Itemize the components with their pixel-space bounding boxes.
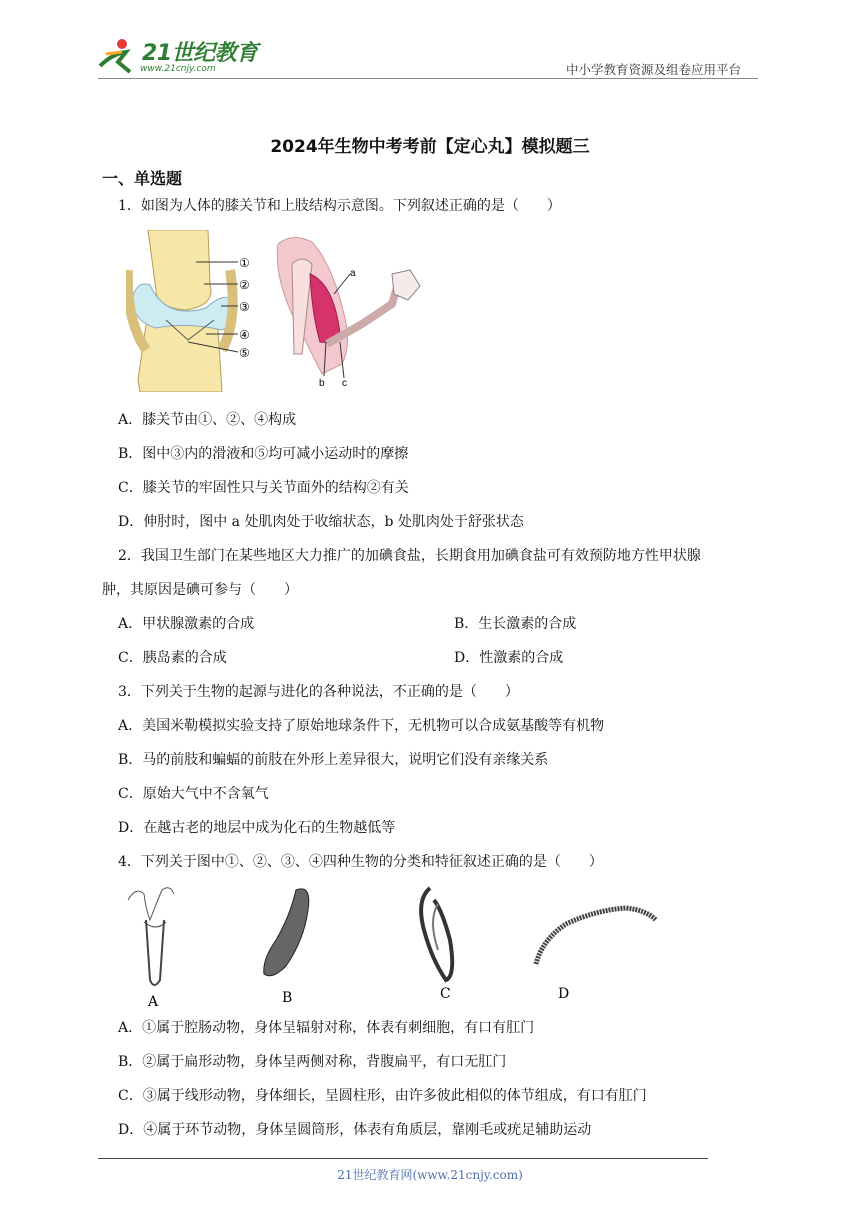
q1-option-a[interactable]: A．膝关节由①、②、④构成 bbox=[118, 412, 297, 428]
q4-option-d[interactable]: D．④属于环节动物，身体呈圆筒形，体表有角质层，靠刚毛或疣足辅助运动 bbox=[118, 1122, 592, 1138]
header-divider bbox=[98, 78, 758, 79]
animal-label-c: C bbox=[440, 986, 451, 1002]
knee-joint-figure bbox=[126, 230, 271, 392]
q1-option-c[interactable]: C．膝关节的牢固性只与关节面外的结构②有关 bbox=[118, 480, 409, 496]
knee-label-4: ④ bbox=[239, 328, 250, 342]
arm-label-c: c bbox=[342, 378, 347, 386]
arm-label-b: b bbox=[319, 378, 325, 386]
animal-label-a: A bbox=[148, 994, 159, 1010]
knee-label-5: ⑤ bbox=[239, 346, 250, 360]
question-1-stem: 1．如图为人体的膝关节和上肢结构示意图。下列叙述正确的是（ ） bbox=[118, 198, 561, 214]
logo-url: www.21cnjy.com bbox=[140, 64, 216, 74]
q2-option-d[interactable]: D．性激素的合成 bbox=[454, 650, 564, 666]
question-2-stem-line2: 肿，其原因是碘可参与（ ） bbox=[102, 582, 298, 598]
platform-name: 中小学教育资源及组卷应用平台 bbox=[566, 62, 742, 77]
animal-d-illustration bbox=[536, 908, 656, 1002]
q4-option-b[interactable]: B．②属于扁形动物，身体呈两侧对称，背腹扁平，有口无肛门 bbox=[118, 1054, 507, 1070]
q2-option-a[interactable]: A．甲状腺激素的合成 bbox=[118, 616, 255, 632]
q1-option-b[interactable]: B．图中③内的滑液和⑤均可减小运动时的摩擦 bbox=[118, 446, 409, 462]
q3-option-c[interactable]: C．原始大气中不含氧气 bbox=[118, 786, 269, 802]
knee-label-2: ② bbox=[239, 278, 250, 292]
q3-option-b[interactable]: B．马的前肢和蝙蝠的前肢在外形上差异很大，说明它们没有亲缘关系 bbox=[118, 752, 549, 768]
arm-label-a: a bbox=[350, 268, 356, 279]
animal-c-illustration bbox=[421, 888, 452, 1002]
q3-option-d[interactable]: D．在越古老的地层中成为化石的生物越低等 bbox=[118, 820, 396, 836]
runner-logo-icon bbox=[92, 36, 142, 80]
question-4-stem: 4．下列关于图中①、②、③、④四种生物的分类和特征叙述正确的是（ ） bbox=[118, 854, 603, 870]
q4-option-c[interactable]: C．③属于线形动物，身体细长，呈圆柱形，由许多彼此相似的体节组成，有口有肛门 bbox=[118, 1088, 647, 1104]
page-title: 2024年生物中考考前【定心丸】模拟题三 bbox=[270, 137, 590, 157]
knee-label-1: ① bbox=[239, 256, 250, 270]
q4-option-a[interactable]: A．①属于腔肠动物，身体呈辐射对称，体表有刺细胞，有口有肛门 bbox=[118, 1020, 535, 1036]
animals-figure bbox=[116, 880, 676, 1010]
q2-option-b[interactable]: B．生长激素的合成 bbox=[454, 616, 577, 632]
question-2-stem-line1: 2．我国卫生部门在某些地区大力推广的加碘食盐，长期食用加碘食盐可有效预防地方性甲状腺 bbox=[118, 548, 701, 564]
q3-option-a[interactable]: A．美国米勒模拟实验支持了原始地球条件下，无机物可以合成氨基酸等有机物 bbox=[118, 718, 605, 734]
q1-option-d[interactable]: D．伸肘时，图中 a 处肌肉处于收缩状态，b 处肌肉处于舒张状态 bbox=[118, 514, 524, 530]
logo-text: 21世纪教育 bbox=[142, 41, 258, 66]
animal-label-b: B bbox=[282, 990, 293, 1006]
footer-divider bbox=[98, 1158, 708, 1159]
knee-label-3: ③ bbox=[239, 300, 250, 314]
arm-muscle-figure bbox=[272, 234, 432, 386]
animal-b-illustration bbox=[264, 889, 309, 1006]
section-heading: 一、单选题 bbox=[102, 169, 183, 188]
q2-option-c[interactable]: C．胰岛素的合成 bbox=[118, 650, 227, 666]
animal-a-illustration bbox=[128, 888, 174, 1010]
animal-label-d: D bbox=[558, 986, 570, 1002]
question-3-stem: 3．下列关于生物的起源与进化的各种说法，不正确的是（ ） bbox=[118, 684, 519, 700]
footer-link[interactable]: 21世纪教育网(www.21cnjy.com) bbox=[337, 1168, 523, 1182]
